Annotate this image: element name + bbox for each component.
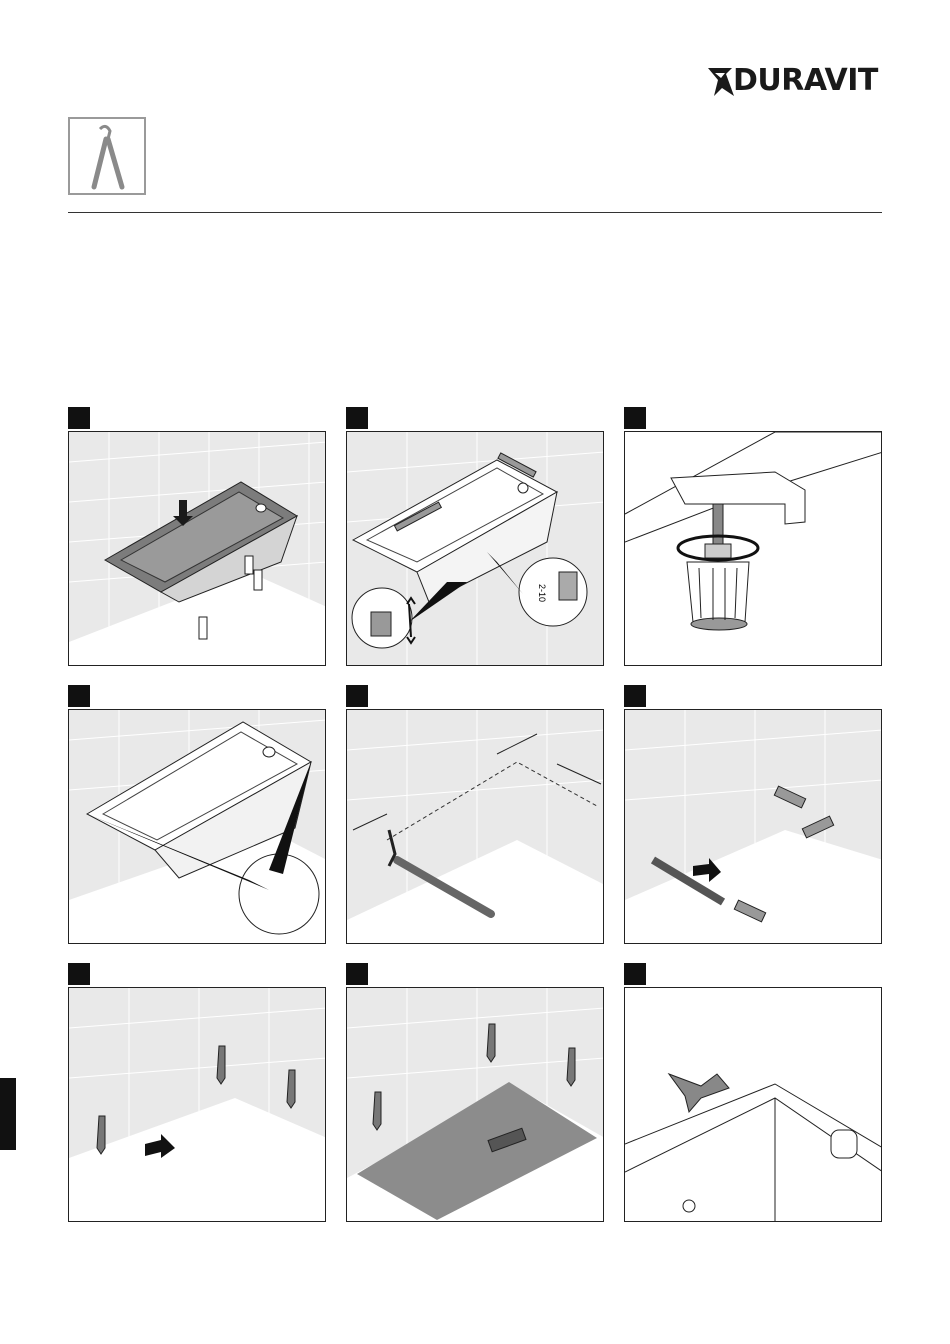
side-tab-marker bbox=[0, 1078, 16, 1150]
adjustment-range-label: 2-10 bbox=[537, 584, 547, 603]
step-8-illustration bbox=[346, 987, 604, 1222]
step-number-badge bbox=[624, 685, 646, 707]
step-number-badge bbox=[624, 407, 646, 429]
pliers-icon bbox=[70, 119, 144, 193]
step-number-badge bbox=[346, 963, 368, 985]
step-number-badge bbox=[68, 963, 90, 985]
logo-mark-icon bbox=[706, 62, 736, 102]
step-9-illustration bbox=[624, 987, 882, 1222]
step-number-badge bbox=[346, 685, 368, 707]
brand-name: DURAVIT bbox=[733, 63, 878, 98]
header-rule bbox=[68, 212, 882, 213]
step-number-badge bbox=[68, 407, 90, 429]
step-3-illustration bbox=[624, 431, 882, 666]
step-2-illustration bbox=[346, 431, 604, 666]
step-4-illustration bbox=[68, 709, 326, 944]
duravit-logo bbox=[706, 62, 890, 102]
step-number-badge bbox=[346, 407, 368, 429]
step-6-illustration bbox=[624, 709, 882, 944]
tool-icon-box bbox=[68, 117, 146, 195]
step-5-illustration bbox=[346, 709, 604, 944]
step-number-badge bbox=[68, 685, 90, 707]
step-1-illustration bbox=[68, 431, 326, 666]
step-number-badge bbox=[624, 963, 646, 985]
step-7-illustration bbox=[68, 987, 326, 1222]
